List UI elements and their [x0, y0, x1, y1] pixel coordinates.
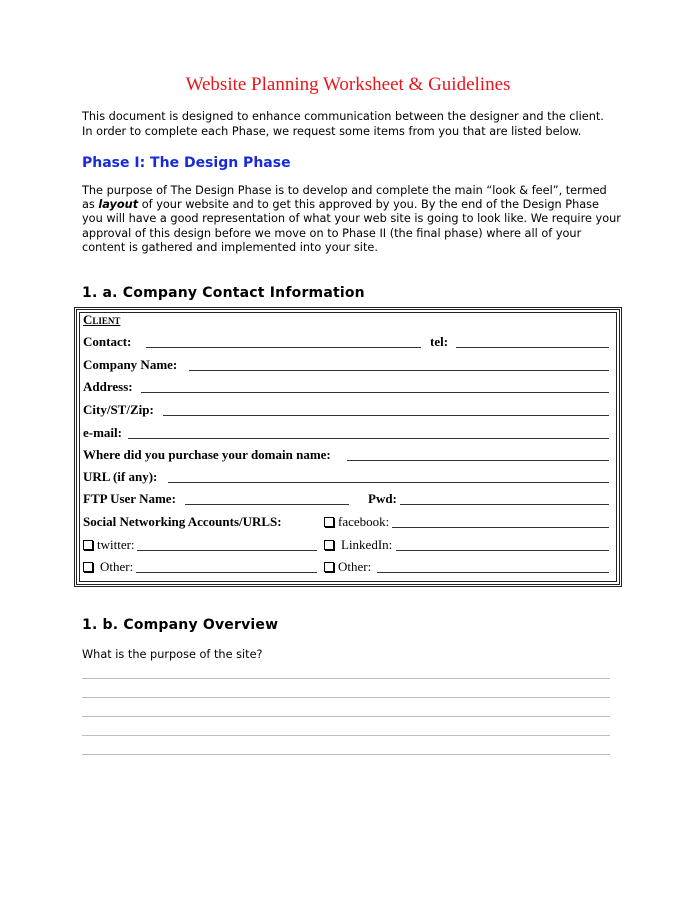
company-name-label: Company Name:: [83, 357, 178, 372]
other-left-checkbox[interactable]: [83, 562, 93, 572]
answer-line[interactable]: [82, 716, 610, 717]
intro-line-1: This document is designed to enhance communication between the designer and the client.: [82, 110, 604, 123]
twitter-checkbox[interactable]: [83, 540, 93, 550]
facebook-checkbox[interactable]: [324, 517, 334, 527]
company-name-field[interactable]: [189, 370, 609, 371]
ftp-user-field[interactable]: [185, 504, 349, 505]
domain-purchase-label: Where did you purchase your domain name:: [83, 447, 331, 462]
document-title: Website Planning Worksheet & Guidelines: [185, 74, 511, 95]
answer-line[interactable]: [82, 754, 610, 755]
other-right-option[interactable]: [324, 559, 371, 575]
phase-1-text-before: The purpose of The Design Phase is to develop and complete the main “look & feel”, termed as: [82, 184, 607, 212]
email-label: e-mail:: [83, 425, 122, 440]
other-right-label: Other:: [338, 559, 372, 574]
email-field[interactable]: [128, 438, 609, 439]
facebook-option[interactable]: [324, 514, 389, 530]
tel-field[interactable]: [456, 347, 609, 348]
facebook-label: facebook:: [338, 514, 390, 529]
address-field[interactable]: [141, 392, 609, 393]
phase-1-text-after: of your website and to get this approved by you. By the end of the Design Phase you will have a good representation of what your web site is going to look like. We require your approval of this design before we move on to Phase II (the final phase) where all of your content is gathered and implemented into your site.: [82, 198, 621, 254]
address-label: Address:: [83, 379, 133, 394]
city-st-zip-label: City/ST/Zip:: [83, 402, 154, 417]
section-1a-heading: 1. a. Company Contact Information: [82, 285, 365, 301]
twitter-label: twitter:: [97, 537, 135, 552]
domain-purchase-field[interactable]: [347, 460, 609, 461]
tel-label: tel:: [430, 334, 449, 349]
other-left-label: Other:: [100, 559, 134, 574]
client-label: Client: [83, 312, 121, 327]
ftp-user-label: FTP User Name:: [83, 491, 176, 506]
facebook-field[interactable]: [392, 527, 609, 528]
contact-label: Contact:: [83, 334, 132, 349]
social-accounts-label: Social Networking Accounts/URLS:: [83, 514, 282, 529]
phase-1-emphasis: layout: [98, 198, 139, 212]
url-field[interactable]: [168, 482, 609, 483]
city-st-zip-field[interactable]: [163, 415, 609, 416]
linkedin-option[interactable]: [324, 537, 392, 553]
answer-line[interactable]: [82, 697, 610, 698]
phase-1-paragraph: [82, 184, 622, 255]
other-left-field[interactable]: [136, 572, 317, 573]
contact-field[interactable]: [146, 347, 421, 348]
answer-line[interactable]: [82, 735, 610, 736]
linkedin-checkbox[interactable]: [324, 540, 334, 550]
pwd-label: Pwd:: [368, 491, 397, 506]
linkedin-field[interactable]: [396, 550, 609, 551]
twitter-field[interactable]: [137, 550, 317, 551]
linkedin-label: LinkedIn:: [341, 537, 393, 552]
url-label: URL (if any):: [83, 469, 158, 484]
site-purpose-question: What is the purpose of the site?: [82, 648, 263, 661]
pwd-field[interactable]: [400, 504, 609, 505]
answer-line[interactable]: [82, 678, 610, 679]
phase-1-heading: Phase I: The Design Phase: [82, 155, 291, 171]
twitter-option[interactable]: [83, 537, 135, 553]
section-1b-heading: 1. b. Company Overview: [82, 617, 279, 633]
other-right-checkbox[interactable]: [324, 562, 334, 572]
other-right-field[interactable]: [377, 572, 609, 573]
intro-paragraph: [82, 110, 622, 139]
intro-line-2: In order to complete each Phase, we request some items from you that are listed below.: [82, 124, 582, 138]
other-left-option[interactable]: [83, 559, 133, 575]
